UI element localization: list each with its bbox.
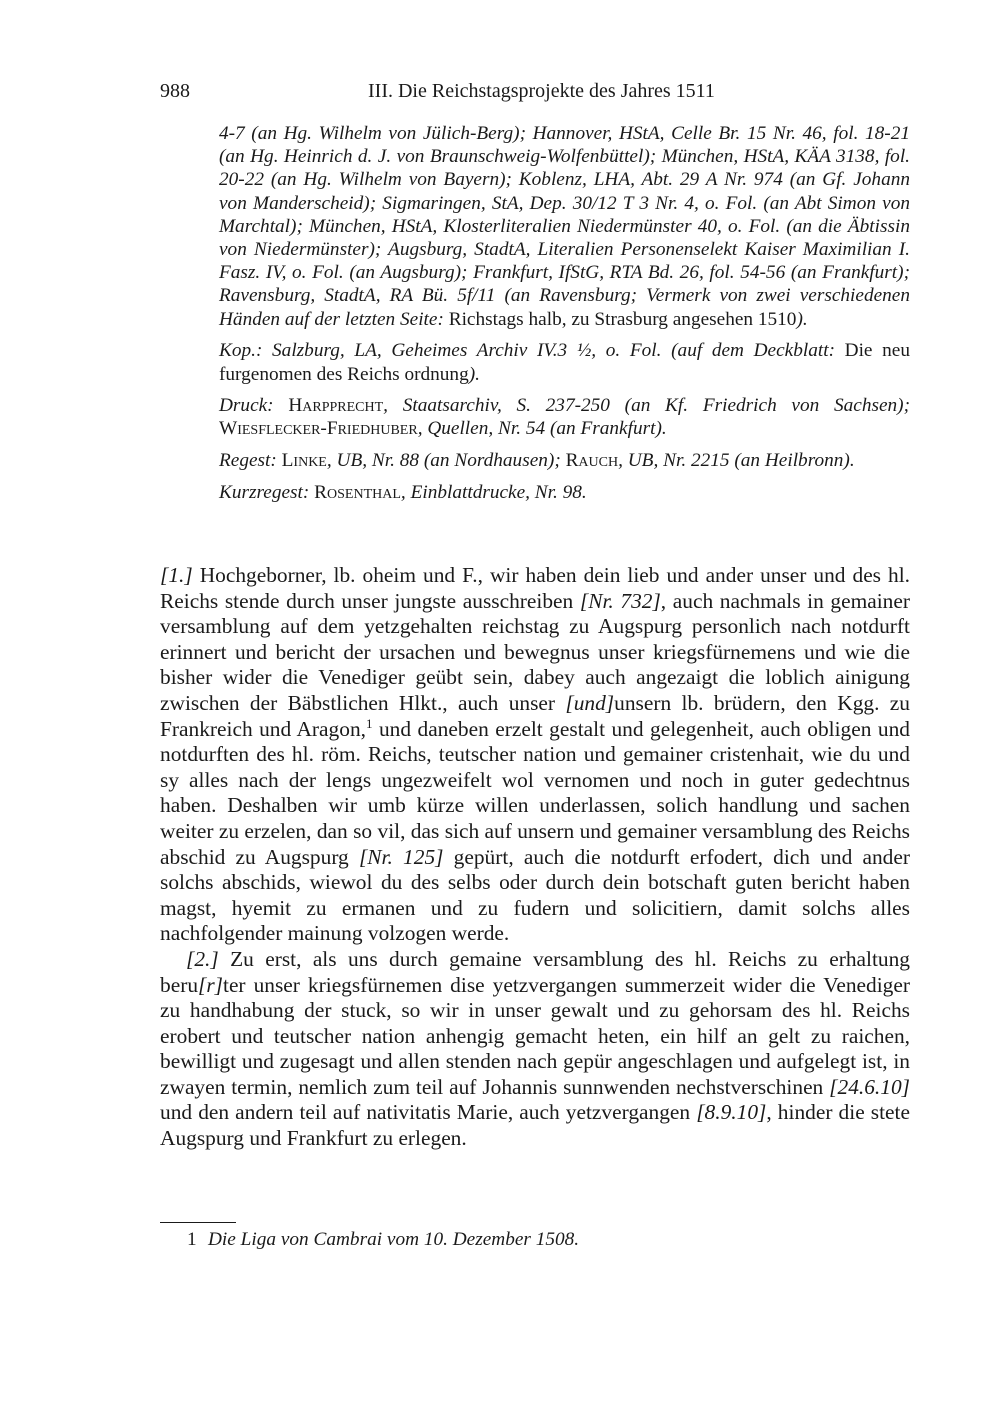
editorial-date: [24.6.10] (829, 1074, 910, 1099)
author-name: Rosenthal (309, 481, 401, 503)
apparatus-text: ). (796, 308, 808, 330)
editorial-insertion: [r] (198, 972, 223, 997)
author-name: Rauch (560, 450, 619, 472)
footnote-text: Die Liga von Cambrai vom 10. Dezember 1508. (208, 1229, 580, 1250)
editorial-date: [8.9.10] (696, 1100, 767, 1125)
paragraph-1 (160, 563, 910, 947)
footnote-rule (160, 1222, 236, 1223)
apparatus-text: , UB, Nr. 2215 (an Heilbronn). (618, 450, 855, 472)
apparatus-kop (219, 339, 910, 385)
apparatus-label: Kurzregest: (219, 481, 310, 503)
author-name: Harpprecht (273, 395, 384, 417)
apparatus-text: , Einblattdrucke, Nr. 98. (400, 481, 587, 503)
footnote-1 (187, 1228, 907, 1252)
editorial-insertion: [und] (565, 690, 615, 715)
editorial-reference: [Nr. 732] (579, 588, 661, 613)
body-text: Zu erst, als uns durch gemaine versamblung des hl. Reichs zu erhaltung beru (160, 946, 910, 997)
main-text (160, 563, 910, 1152)
body-text: Hochgeborner, lb. oheim und F., wir haben dein lieb und ander unser und des hl. Reichs stende durch unser jungste ausschreiben (160, 563, 910, 613)
apparatus-text: 4-7 (an Hg. Wilhelm von Jülich-Berg); Hannover, HStA, Celle Br. 15 Nr. 46, fol. 18-21 (an Hg. Heinrich d. J. von Braunschweig-Wolfenbüttel); München, HStA, KÄA 3138, fol. 20-22 (an Hg. Wilhelm von Bayern); Koblenz, LHA, Abt. 29 A Nr. 974 (an Gf. Johann von Manderscheid); Sigmaringen, StA, Dep. 30/12 T 3 Nr. 4, o. Fol. (an Abt Simon von Marchtal); München, HStA, Klosterliteralien Niedermünster 40, o. Fol. (an die Äbtissin von Niedermünster); Augsburg, StadtA, Literalien Personenselekt Kaiser Maximilian I. Fasz. IV, o. Fol. (an Augsburg); Frankfurt, IfStG, RTA Bd. 26, fol. 54-56 (an Frankfurt); Ravensburg, StadtA, RA Bü. 5f/11 (an Ravensburg; Vermerk von zwei verschiedenen Händen auf der letzten Seite: (219, 123, 910, 330)
author-name: Linke (276, 450, 327, 472)
quoted-text: Die neu furgenomen des Reichs ordnung (219, 340, 910, 385)
editorial-reference: [Nr. 125] (358, 844, 444, 869)
quoted-text: Richstags halb, zu Strasburg angesehen 1510 (443, 308, 797, 330)
body-text: , hinder die stete Augspurg und Frankfurt zu erlegen. (160, 1100, 910, 1151)
running-title: III. Die Reichstagsprojekte des Jahres 1511 (368, 80, 715, 102)
body-text: , auch nachmals in gemainer versamblung auf dem yetzgehalten reichstag zu Augspurg personlich nach notdurft erinnert und bericht der ursachen und bewegnus unser kriegsfürnemens und wie die bisher wider die Venediger geübt sein, dabey auch angezaigt die loblich ainigung zwischen der Bäbstlichen Hlkt., auch unser (160, 588, 910, 715)
apparatus-text: ). (468, 363, 480, 385)
footnote-number: 1 (187, 1229, 197, 1250)
apparatus-druck (219, 394, 910, 440)
body-text: ter unser kriegsfürnemen dise yetzvergangen summerzeit wider die Venediger zu handhabung der stuck, so wir in unser gewalt und zu gehorsam des hl. Reichs erobert und teutscher nation anhengig gemacht heten, ein hilf an gelt zu raichen, bewilligt und zugesagt und allen stenden nach gepür angeschlagen und aufgelegt ist, in zwayen termin, nemlich zum teil auf Johannis sunnwenden nechstverschinen (160, 972, 910, 1099)
apparatus-text: , Staatsarchiv, S. 237-250 (an Kf. Friedrich von Sachsen); (383, 395, 911, 417)
apparatus-text: , Quellen, Nr. 54 (an Frankfurt). (417, 418, 667, 440)
section-number: [1.] (160, 563, 193, 587)
apparatus-label: Druck: (219, 395, 274, 417)
body-text: gepürt, auch die notdurft erfodert, dich und ander solchs abschids, wiewol du des selbs oder durch dein botschaft guten bericht haben magst, hyemit zu ermanen und zu fudern und solicitiern, damit solchs alles nachfolgender mainung volzogen werde. (160, 844, 910, 946)
apparatus-sources (219, 122, 910, 331)
apparatus-label: Regest: (219, 450, 277, 472)
critical-apparatus (219, 122, 910, 513)
author-name: Wiesflecker-Friedhuber (219, 418, 418, 440)
running-header (160, 80, 910, 110)
apparatus-text: , UB, Nr. 88 (an Nordhausen); (326, 450, 561, 472)
apparatus-regest (219, 449, 910, 472)
footnote-marker[interactable]: 1 (365, 715, 373, 731)
paragraph-2 (160, 947, 910, 1152)
apparatus-text: Kop.: Salzburg, LA, Geheimes Archiv IV.3 ½, o. Fol. (auf dem Deckblatt: (219, 340, 835, 362)
apparatus-kurzregest (219, 481, 910, 504)
body-text: und den andern teil auf nativitatis Marie, auch yetzvergangen (160, 1100, 697, 1125)
body-text: und daneben erzelt gestalt und gelegenheit, auch obligen und notdurften des hl. röm. Reichs, teutscher nation und gemainer cristenhait, wie du und sy alles nach der lengs ungezweifelt wol vernomen und noch in guter gedechtnus haben. Deshalben wir umb kürze willen underlassen, solich handlung und sachen weiter zu erzelen, dan so vil, das sich auf unsern und gemainer versamblung des Reichs abschid zu Augspurg (160, 716, 910, 869)
body-text: unsern lb. brüdern, den Kgg. zu Frankreich und Aragon, (160, 690, 910, 741)
section-number: [2.] (186, 946, 219, 971)
page-number: 988 (160, 80, 190, 102)
